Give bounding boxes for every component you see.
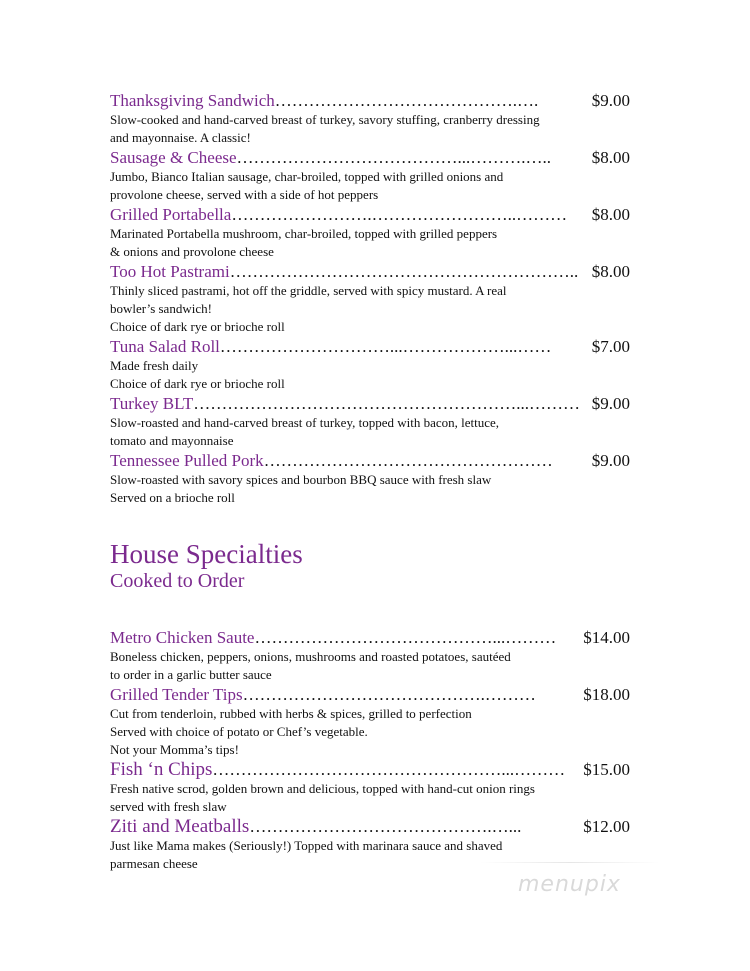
- menu-item-description: [110, 648, 630, 684]
- menu-item-price: $12.00: [583, 817, 630, 836]
- menu-item: [110, 393, 630, 450]
- menu-item-name: Turkey BLT: [110, 394, 194, 413]
- menu-item-header: [110, 393, 630, 414]
- menu-item: [110, 816, 630, 873]
- description-line: Made fresh daily: [110, 358, 199, 373]
- description-line: Cut from tenderloin, rubbed with herbs & spices, grilled to perfection: [110, 706, 472, 721]
- menu-item: [110, 336, 630, 393]
- description-line: Choice of dark rye or brioche roll: [110, 376, 285, 391]
- menu-item-description: [110, 168, 630, 204]
- menu-item-description: [110, 780, 630, 816]
- menu-item-name: Thanksgiving Sandwich: [110, 91, 275, 110]
- menu-item-header: [110, 816, 630, 837]
- menu-item: [110, 759, 630, 816]
- menu-item: [110, 450, 630, 507]
- menu-item-header: [110, 204, 630, 225]
- menu-item-name: Grilled Tender Tips: [110, 685, 243, 704]
- menu-item-name: Grilled Portabella: [110, 205, 232, 224]
- description-line: Thinly sliced pastrami, hot off the griddle, served with spicy mustard. A real: [110, 283, 507, 298]
- description-line: Marinated Portabella mushroom, char-broiled, topped with grilled peppers: [110, 226, 498, 241]
- menu-item-header: [110, 627, 630, 648]
- menu-item: [110, 147, 630, 204]
- menu-item-description: [110, 414, 630, 450]
- description-line: Served on a brioche roll: [110, 490, 235, 505]
- menu-item-name: Sausage & Cheese: [110, 148, 237, 167]
- description-line: Served with choice of potato or Chef’s vegetable.: [110, 724, 368, 739]
- dot-leader: …………………………………………………...………: [193, 394, 581, 413]
- menu-item-header: [110, 261, 630, 282]
- menu-item-name: Metro Chicken Saute: [110, 628, 255, 647]
- dot-leader: ……………………………………………………..: [229, 262, 579, 281]
- menu-item-header: [110, 90, 630, 111]
- description-line: provolone cheese, served with a side of hot peppers: [110, 187, 379, 202]
- dot-leader: ……………………………………………: [263, 451, 553, 470]
- description-line: to order in a garlic butter sauce: [110, 667, 272, 682]
- house-specialties-title: House Specialties: [110, 539, 303, 569]
- menu-item-description: [110, 225, 630, 261]
- description-line: & onions and provolone cheese: [110, 244, 274, 259]
- description-line: parmesan cheese: [110, 856, 198, 871]
- description-line: Boneless chicken, peppers, onions, mushrooms and roasted potatoes, sautéed: [110, 649, 511, 664]
- description-line: and mayonnaise. A classic!: [110, 130, 251, 145]
- menu-item-name: Ziti and Meatballs: [110, 816, 250, 837]
- menu-item-header: [110, 684, 630, 705]
- description-line: Not your Momma’s tips!: [110, 742, 239, 757]
- menu-item: [110, 90, 630, 147]
- menu-item-price: $9.00: [591, 394, 630, 413]
- description-line: bowler’s sandwich!: [110, 301, 212, 316]
- menu-item-price: $8.00: [591, 205, 630, 224]
- sandwich-list: [110, 90, 630, 507]
- menupix-watermark: menupix: [518, 872, 621, 897]
- menu-item-description: [110, 357, 630, 393]
- watermark-rule: [480, 862, 660, 863]
- dot-leader: …………………………………….………: [242, 685, 536, 704]
- menu-item-name: Tuna Salad Roll: [110, 337, 220, 356]
- dot-leader: …………………………………….….: [274, 91, 539, 110]
- description-line: Slow-roasted with savory spices and bourbon BBQ sauce with fresh slaw: [110, 472, 492, 487]
- menu-item: [110, 204, 630, 261]
- menu-item-price: $9.00: [591, 451, 630, 470]
- menu-item-price: $18.00: [583, 685, 630, 704]
- menu-item-price: $7.00: [591, 337, 630, 356]
- house-specialties-subtitle: Cooked to Order: [110, 570, 245, 592]
- menu-item: [110, 627, 630, 684]
- menu-item-name: Tennessee Pulled Pork: [110, 451, 264, 470]
- menu-item-header: [110, 759, 630, 780]
- dot-leader: ……………………………………………...………: [212, 760, 566, 779]
- menu-item-header: [110, 450, 630, 471]
- description-line: served with fresh slaw: [110, 799, 227, 814]
- dot-leader: …………………………...………………...……: [219, 337, 552, 356]
- menu-item-description: [110, 705, 630, 759]
- menu-item-name: Fish ‘n Chips: [110, 759, 213, 780]
- menu-item-header: [110, 336, 630, 357]
- menu-page: [110, 90, 630, 873]
- description-line: Choice of dark rye or brioche roll: [110, 319, 285, 334]
- menu-item-description: [110, 837, 630, 873]
- dot-leader: ……………………………………...………: [254, 628, 557, 647]
- house-specialties-list: [110, 627, 630, 873]
- description-line: Jumbo, Bianco Italian sausage, char-broiled, topped with grilled onions and: [110, 169, 504, 184]
- menu-item-description: [110, 282, 630, 336]
- menu-item-price: $14.00: [583, 628, 630, 647]
- description-line: Fresh native scrod, golden brown and delicious, topped with hand-cut onion rings: [110, 781, 535, 796]
- menu-item: [110, 684, 630, 759]
- menu-item-price: $15.00: [583, 760, 630, 779]
- menu-item-name: Too Hot Pastrami: [110, 262, 230, 281]
- description-line: Just like Mama makes (Seriously!) Topped with marinara sauce and shaved: [110, 838, 503, 853]
- description-line: Slow-roasted and hand-carved breast of turkey, topped with bacon, lettuce,: [110, 415, 500, 430]
- description-line: tomato and mayonnaise: [110, 433, 234, 448]
- dot-leader: …………………….……………………..………: [231, 205, 568, 224]
- dot-leader: …………………………………….…...: [249, 817, 522, 836]
- dot-leader: …………………………………...……….…..: [236, 148, 552, 167]
- menu-item-description: [110, 111, 630, 147]
- menu-item-header: [110, 147, 630, 168]
- description-line: Slow-cooked and hand-carved breast of turkey, savory stuffing, cranberry dressing: [110, 112, 540, 127]
- menu-item-price: $8.00: [591, 148, 630, 167]
- menu-item-price: $9.00: [591, 91, 630, 110]
- menu-item: [110, 261, 630, 336]
- menu-item-description: [110, 471, 630, 507]
- menu-item-price: $8.00: [591, 262, 630, 281]
